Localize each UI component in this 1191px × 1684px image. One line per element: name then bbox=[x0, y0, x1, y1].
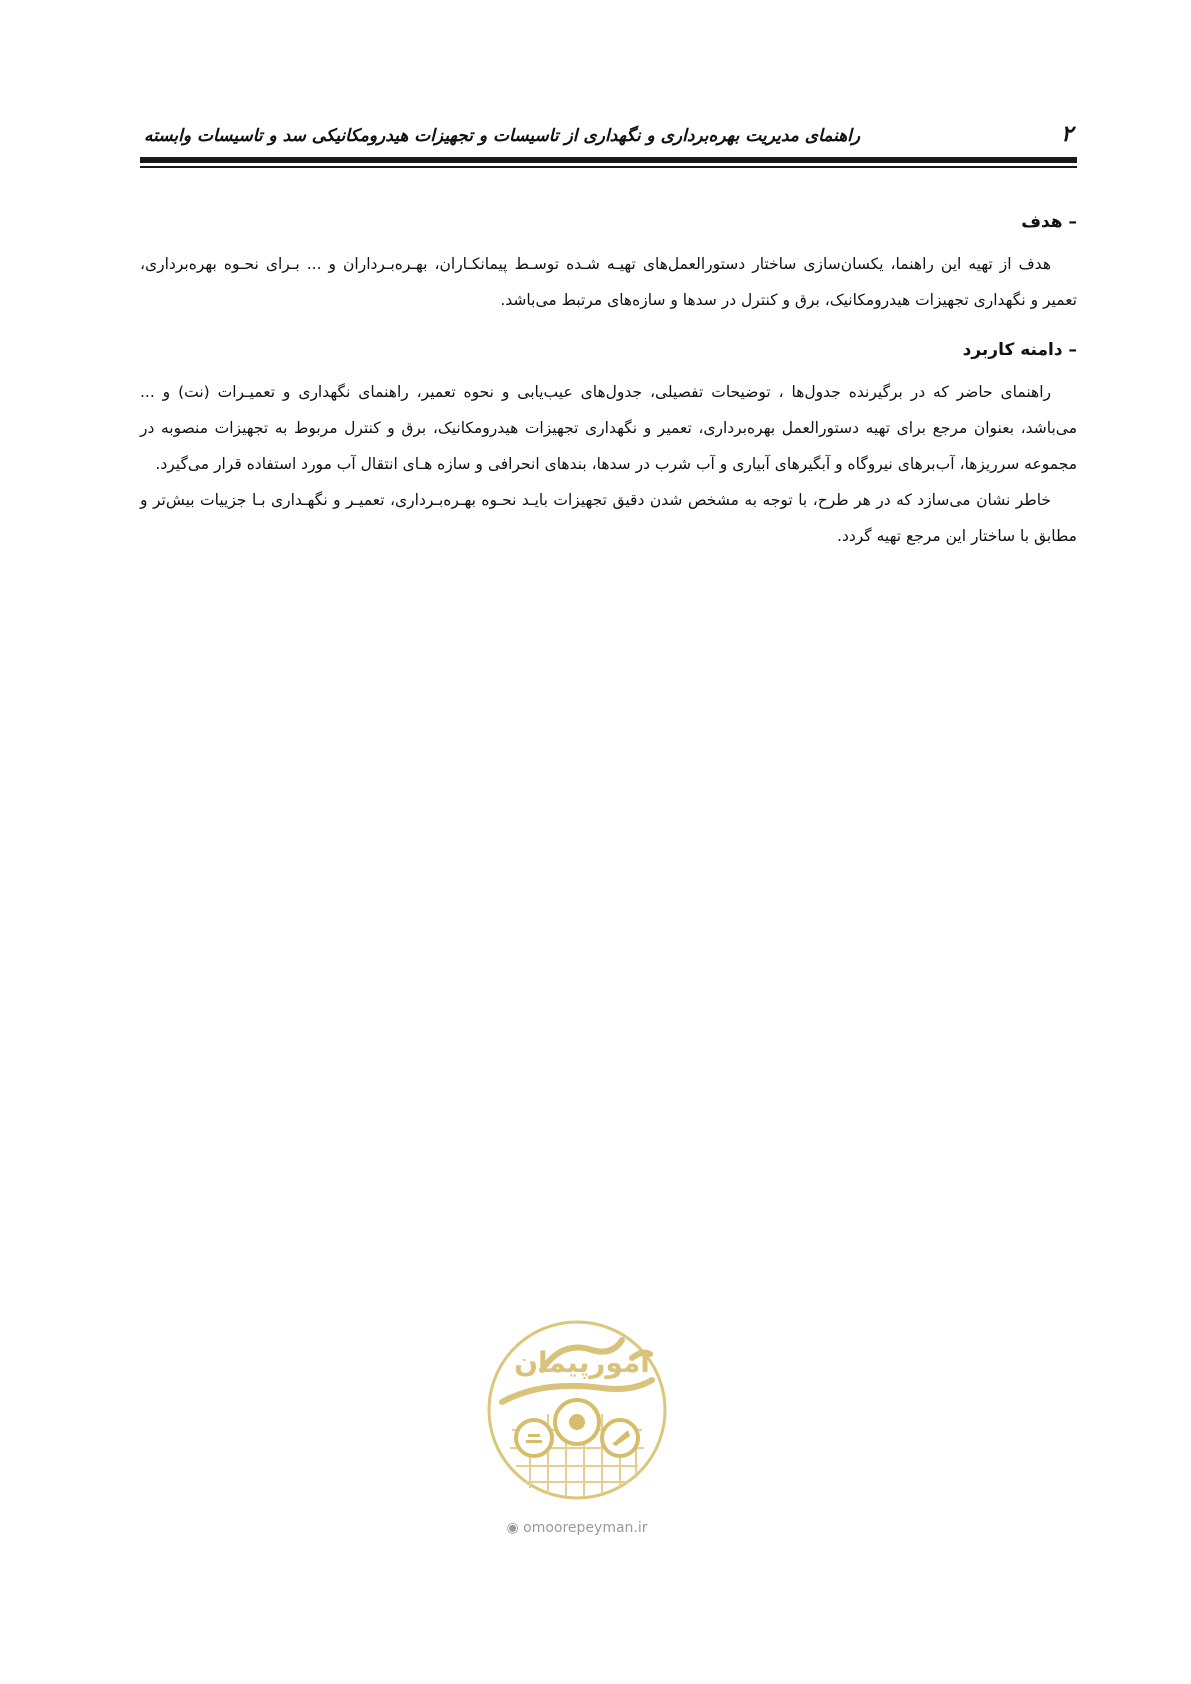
document-body bbox=[140, 212, 1077, 554]
section-heading-scope: – دامنه کاربرد bbox=[962, 340, 1077, 360]
section-scope bbox=[140, 340, 1077, 554]
omoorepeyman-seal-icon bbox=[482, 1310, 672, 1515]
header-rule-thin bbox=[140, 166, 1077, 168]
watermark-url bbox=[482, 1520, 672, 1536]
watermark-logo-text: امورپیمان bbox=[514, 1346, 650, 1379]
section-spacer bbox=[140, 318, 1077, 340]
watermark-url-text: omoorepeyman.ir bbox=[523, 1520, 648, 1536]
section-heading-objective: – هدف bbox=[1021, 212, 1077, 232]
section-objective bbox=[140, 212, 1077, 318]
watermark bbox=[482, 1310, 672, 1540]
paragraph-scope-2: خاطر نشان می‌سازد که در هر طرح، با توجه به مشخص شدن دقیق تجهیزات بایـد نحـوه بهـره‌بـرداری، تعمیـر و نگهـداری بـا جزییات بیش‌تر و مطابق با ساختار این مرجع تهیه گردد. bbox=[140, 491, 1077, 545]
page-number: ۲ bbox=[1061, 122, 1073, 147]
running-title: راهنمای مدیریت بهره‌برداری و نگهداری از تاسیسات و تجهیزات هیدرومکانیکی سد و تاسیسات وابسته bbox=[144, 126, 861, 146]
paragraph-objective: هدف از تهیه این راهنما، یکسان‌سازی ساختار دستورالعمل‌های تهیـه شـده توسـط پیمانکـاران، بهـره‌بـرداران و ... بـرای نحـوه بهره‌برداری، تعمیر و نگهداری تجهیزات هیدرومکانیک، برق و کنترل در سدها و سازه‌های مرتبط می‌باشد. bbox=[140, 255, 1077, 309]
page-header bbox=[140, 118, 1077, 148]
header-rule-thick bbox=[140, 157, 1077, 163]
paragraph-scope-1: راهنمای حاضر که در برگیرنده جدول‌ها ، توضیحات تفصیلی، جدول‌های عیب‌یابی و نحوه تعمیر، راهنمای نگهداری و تعمیـرات (نت) و ... می‌باشد، بعنوان مرجع برای تهیه دستورالعمل بهره‌برداری، تعمیر و نگهداری تجهیزات هیدرومکانیک، برق و کنترل مربوط به تجهیزات منصوبه در مجموعه سرریزها، آب‌برهای نیروگاه و آبگیرهای آبیاری و آب شرب در سدها، بندهای انحرافی و سازه هـای انتقال آب مورد استفاده قرار می‌گیرد. bbox=[140, 383, 1077, 473]
at-icon: ◉ bbox=[506, 1520, 519, 1536]
